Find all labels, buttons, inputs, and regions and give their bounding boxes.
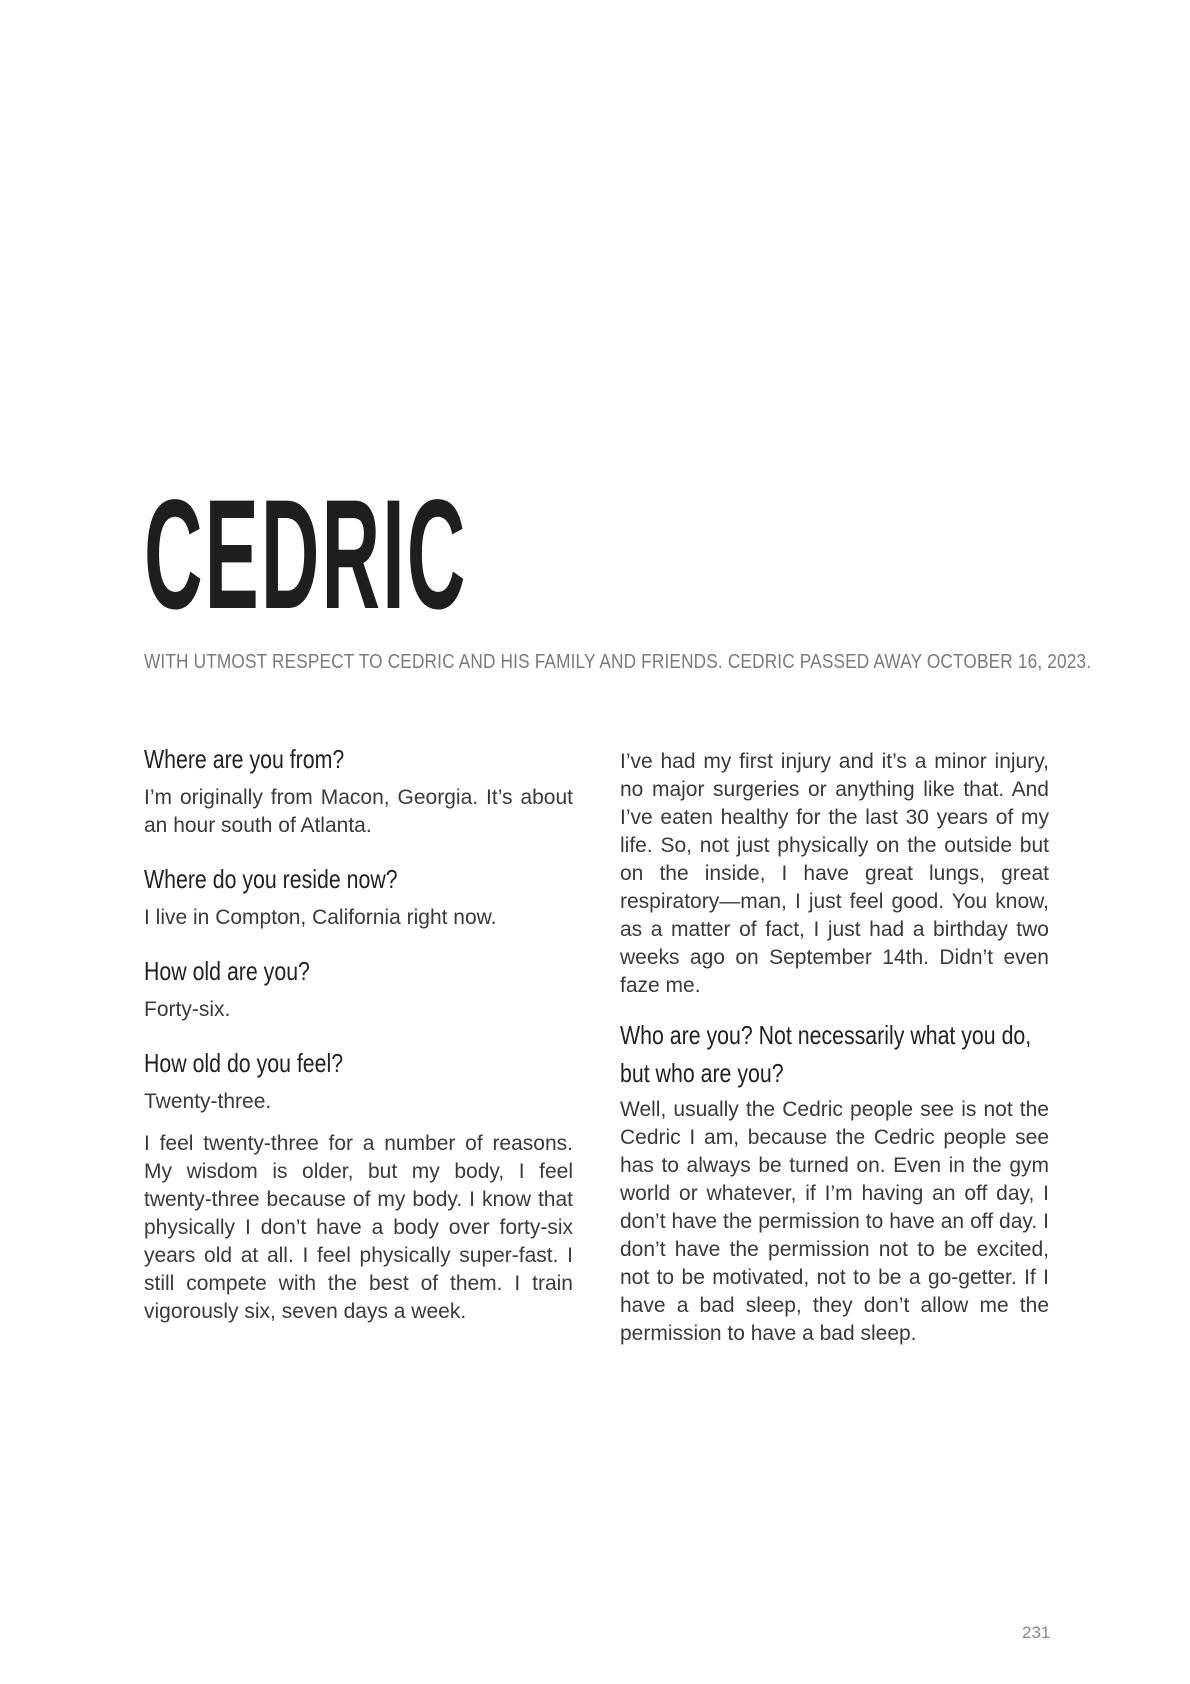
question-who-line2: but who are you? <box>620 1058 784 1088</box>
answer-feel-continued: I’ve had my first injury and it’s a minor injury, no major surgeries or anything like that. And I’ve eaten healthy for the last 30 years of my life. So, not just physically on the outside but on the inside, I have great lungs, great respiratory—man, I just feel good. You know, as a matter of fact, I just had a birthday two weeks ago on September 14th. Didn’t even faze me. <box>620 750 1049 997</box>
question-age-text: How old are you? <box>144 956 310 986</box>
question-feel-text: How old do you feel? <box>144 1048 344 1078</box>
answer-feel: Twenty-three. <box>144 1090 272 1113</box>
question-who-line1: Who are you? Not necessarily what you do, <box>620 1020 1032 1050</box>
page-number: 231 <box>1022 1623 1051 1642</box>
question-reside-text: Where do you reside now? <box>144 864 398 894</box>
question-reside <box>144 860 573 898</box>
answer-age: Forty-six. <box>144 998 231 1021</box>
question-age <box>144 952 573 990</box>
question-from-text: Where are you from? <box>144 744 345 774</box>
answer-reside: I live in Compton, California right now. <box>144 906 497 929</box>
answer-who: Well, usually the Cedric people see is not the Cedric I am, because the Cedric people see has to always be turned on. Even in the gym world or whatever, if I’m having an off day, I don’t have the permission to have an off day. I don’t have the permission not to be excited, not to be motivated, not to be a go-getter. If I have a bad sleep, they don’t allow me the permission to have a bad sleep. <box>620 1098 1049 1345</box>
left-column <box>144 740 573 1346</box>
answer-from: I’m originally from Macon, Georgia. It’s about an hour south of Atlanta. <box>144 786 573 837</box>
answer-feel-detail: I feel twenty-three for a number of reasons. My wisdom is older, but my body, I feel twenty-three because of my body. I know that physically I don’t have a body over forty-six years old at all. I feel physically super-fast. I still compete with the best of them. I train vigorously six, seven days a week. <box>144 1132 573 1323</box>
page-title: CEDRIC <box>144 468 468 642</box>
right-column <box>620 748 1049 1368</box>
question-from <box>144 740 573 778</box>
dedication-text: WITH UTMOST RESPECT TO CEDRIC AND HIS FAMILY AND FRIENDS. CEDRIC PASSED AWAY OCTOBER 16, 2023. <box>144 650 1092 673</box>
question-who <box>620 1016 1049 1092</box>
dedication-note <box>144 650 1092 674</box>
question-feel <box>144 1044 573 1082</box>
